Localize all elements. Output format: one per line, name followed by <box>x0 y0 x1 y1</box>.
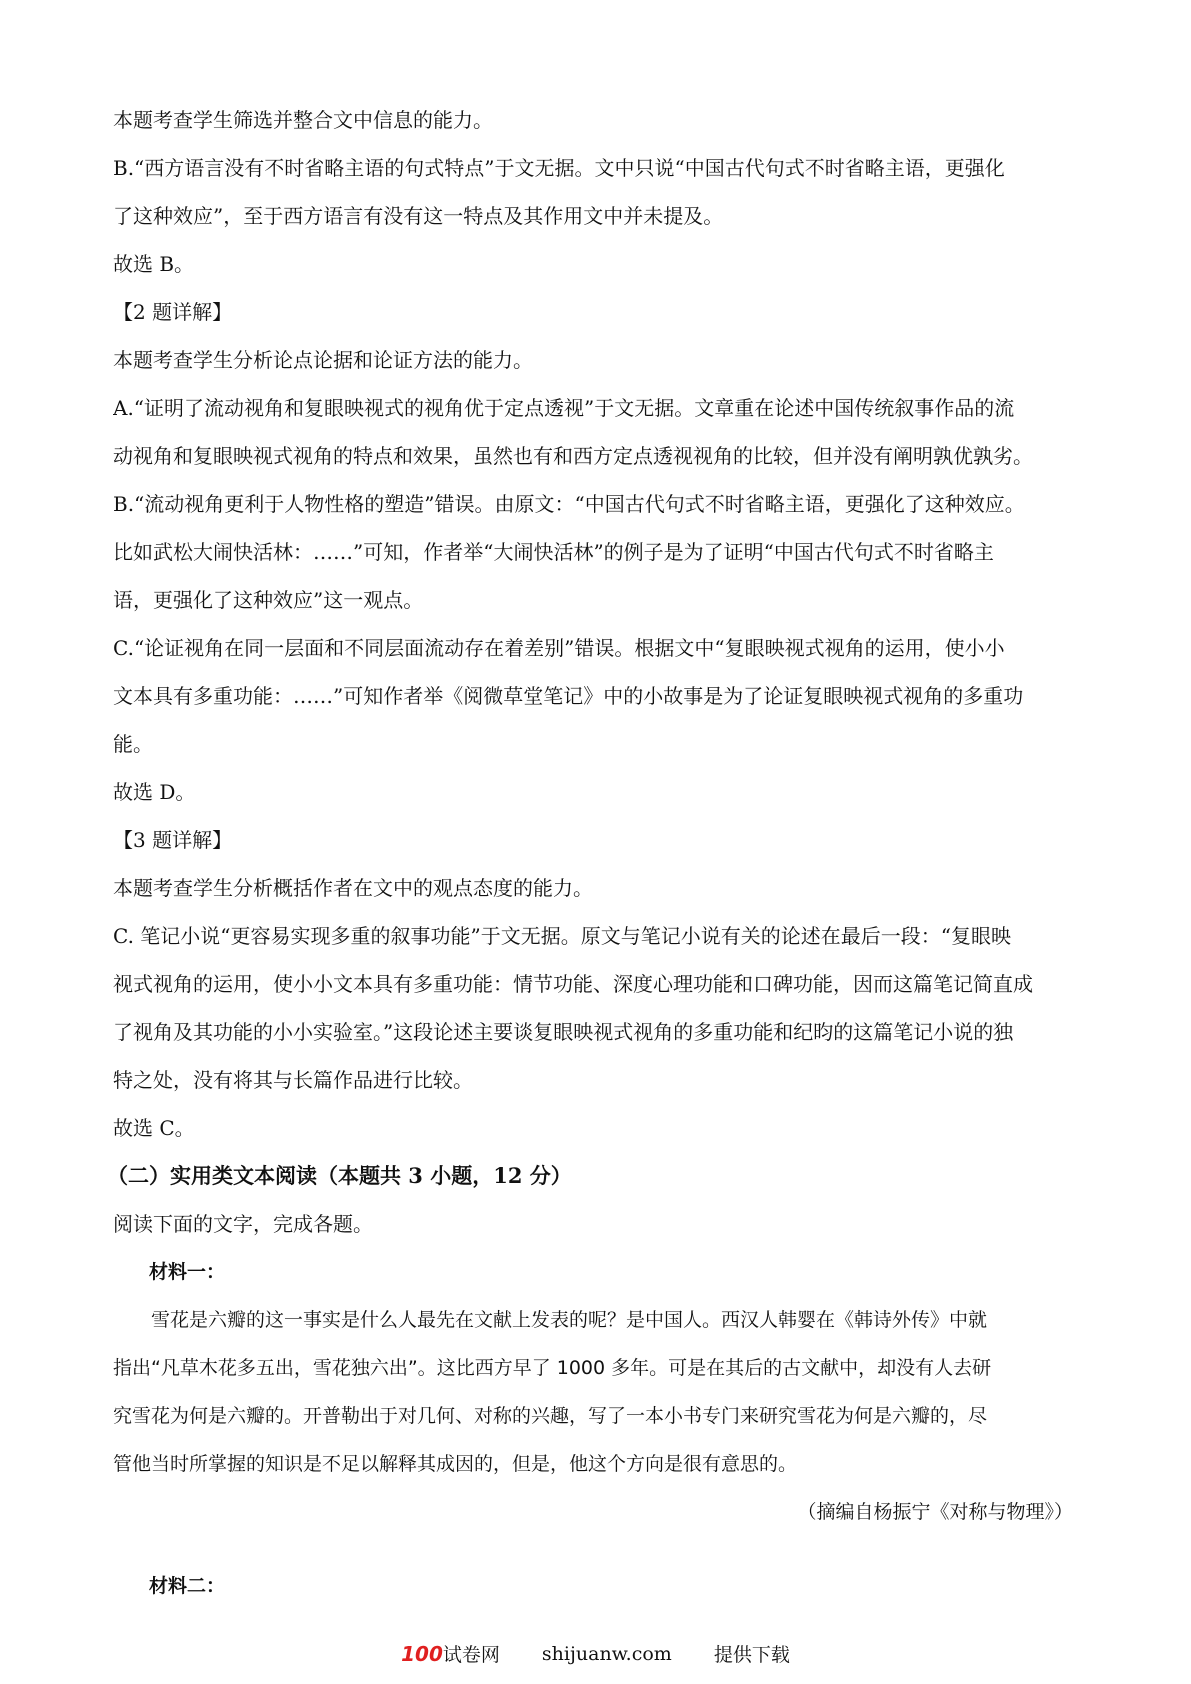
text-line: 比如武松大闹快活林：……”可知，作者举“大闹快活林”的例子是为了证明“中国古代句式不时省略主 <box>113 540 994 564</box>
text-line: A.“证明了流动视角和复眼映视式的视角优于定点透视”于文无据。文章重在论述中国传统叙事作品的流 <box>113 396 1015 420</box>
material-line: 管他当时所掌握的知识是不足以解释其成因的，但是，他这个方向是很有意思的。 <box>113 1453 798 1475</box>
text-line: 本题考查学生筛选并整合文中信息的能力。 <box>113 108 493 132</box>
text-line: B.“西方语言没有不时省略主语的句式特点”于文无据。文中只说“中国古代句式不时省略主语，更强化 <box>113 156 1005 180</box>
logo-text: 试卷网 <box>442 1644 500 1666</box>
instruction: 阅读下面的文字，完成各题。 <box>113 1212 373 1236</box>
text-line: 本题考查学生分析论点论据和论证方法的能力。 <box>113 348 533 372</box>
material-1-label: 材料一： <box>149 1261 226 1283</box>
text-line: 故选 D。 <box>113 780 196 804</box>
text-line: 了这种效应”，至于西方语言有没有这一特点及其作用文中并未提及。 <box>113 204 724 228</box>
material-2-label: 材料二： <box>149 1575 226 1597</box>
text-line: 能。 <box>113 732 153 756</box>
text-line: B.“流动视角更利于人物性格的塑造”错误。由原文：“中国古代句式不时省略主语，更强化了这种效应。 <box>113 492 1025 516</box>
question-heading: 【2 题详解】 <box>113 300 233 324</box>
footer-site: shijuanw.com <box>541 1642 672 1665</box>
text-line: 动视角和复眼映视式视角的特点和效果，虽然也有和西方定点透视视角的比较，但并没有阐明孰优孰劣。 <box>113 444 1033 468</box>
material-1-source: （摘编自杨振宁《对称与物理》） <box>797 1501 1073 1523</box>
text-line: 语，更强化了这种效应”这一观点。 <box>113 588 424 612</box>
text-line: C.“论证视角在同一层面和不同层面流动存在着差别”错误。根据文中“复眼映视式视角的运用，使小小 <box>113 636 1005 660</box>
page-footer <box>0 1640 1191 1667</box>
material-line: 指出“凡草木花多五出，雪花独六出”。这比西方早了 1000 多年。可是在其后的古文献中，却没有人去研 <box>113 1357 992 1379</box>
text-line: C. 笔记小说“更容易实现多重的叙事功能”于文无据。原文与笔记小说有关的论述在最后一段：“复眼映 <box>113 924 1011 948</box>
text-line: 视式视角的运用，使小小文本具有多重功能：情节功能、深度心理功能和口碑功能，因而这篇笔记简直成 <box>113 972 1033 996</box>
text-line: 故选 B。 <box>113 252 195 276</box>
question-heading: 【3 题详解】 <box>113 828 233 852</box>
document-content <box>107 96 1093 1610</box>
footer-provide: 提供下载 <box>713 1644 790 1666</box>
material-line: 究雪花为何是六瓣的。开普勒出于对几何、对称的兴趣，写了一本小书专门来研究雪花为何是六瓣的，尽 <box>113 1405 988 1427</box>
material-line: 雪花是六瓣的这一事实是什么人最先在文献上发表的呢？是中国人。西汉人韩婴在《韩诗外传》中就 <box>113 1309 988 1331</box>
footer-logo <box>401 1640 500 1667</box>
material-1-body <box>113 1296 1093 1488</box>
text-line: 文本具有多重功能：……”可知作者举《阅微草堂笔记》中的小故事是为了论证复眼映视式视角的多重功 <box>113 684 1024 708</box>
text-line: 故选 C。 <box>113 1116 195 1140</box>
section-title: （二）实用类文本阅读（本题共 3 小题，12 分） <box>107 1163 572 1188</box>
text-line: 了视角及其功能的小小实验室。”这段论述主要谈复眼映视式视角的多重功能和纪昀的这篇笔记小说的独 <box>113 1020 1014 1044</box>
text-line: 本题考查学生分析概括作者在文中的观点态度的能力。 <box>113 876 593 900</box>
spacer <box>113 1536 1093 1562</box>
text-line: 特之处，没有将其与长篇作品进行比较。 <box>113 1068 473 1092</box>
logo-number: 100 <box>401 1641 443 1666</box>
